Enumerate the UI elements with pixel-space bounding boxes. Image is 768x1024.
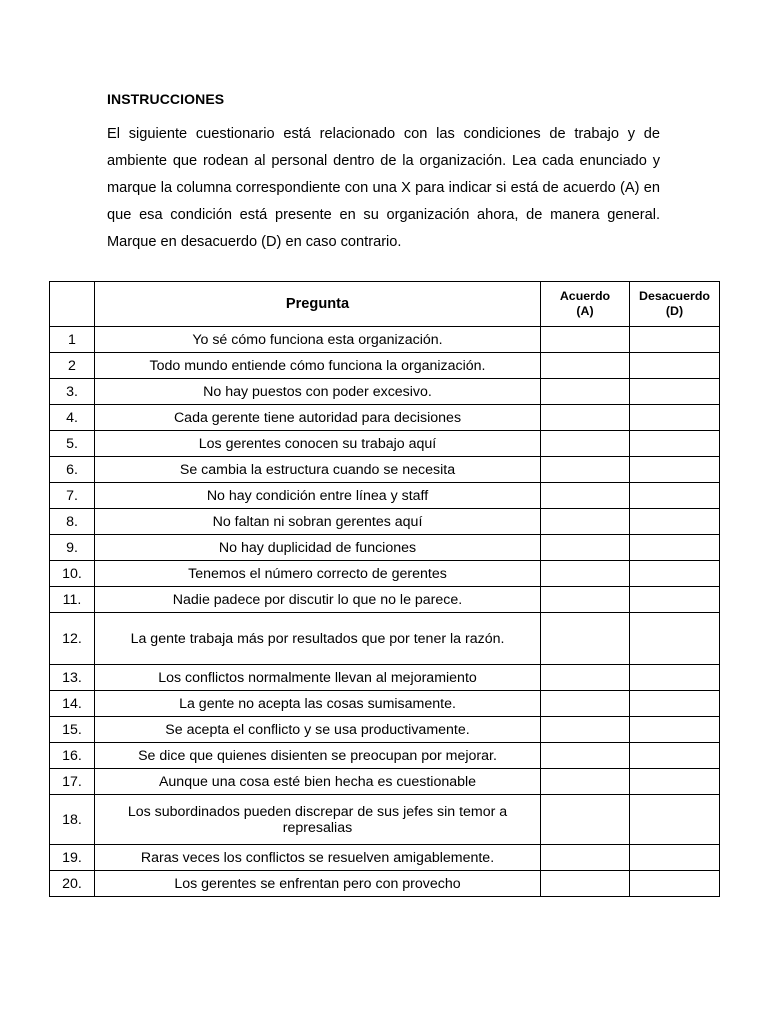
agree-answer-cell[interactable] (541, 613, 630, 665)
disagree-answer-cell[interactable] (630, 431, 720, 457)
agree-header-line2: (A) (576, 304, 594, 318)
question-text: Todo mundo entiende cómo funciona la organización. (95, 353, 541, 379)
disagree-answer-cell[interactable] (630, 613, 720, 665)
disagree-answer-cell[interactable] (630, 665, 720, 691)
question-text: Yo sé cómo funciona esta organización. (95, 327, 541, 353)
table-row (50, 743, 720, 769)
question-column-header: Pregunta (95, 282, 541, 327)
disagree-answer-cell[interactable] (630, 717, 720, 743)
table-row (50, 483, 720, 509)
question-text: Los conflictos normalmente llevan al mejoramiento (95, 665, 541, 691)
question-text: Los gerentes conocen su trabajo aquí (95, 431, 541, 457)
question-number: 4. (50, 405, 95, 431)
question-number: 6. (50, 457, 95, 483)
instructions-paragraph: El siguiente cuestionario está relacionado con las condiciones de trabajo y de ambiente que rodean al personal dentro de la organización. Lea cada enunciado y marque la columna correspondiente con una X para indicar si está de acuerdo (A) en que esa condición está presente en su organización ahora, de manera general. Marque en desacuerdo (D) en caso contrario. (107, 126, 660, 250)
question-number: 20. (50, 871, 95, 897)
question-number: 5. (50, 431, 95, 457)
question-text: Raras veces los conflictos se resuelven amigablemente. (95, 845, 541, 871)
question-number: 17. (50, 769, 95, 795)
table-row (50, 717, 720, 743)
agree-answer-cell[interactable] (541, 561, 630, 587)
agree-answer-cell[interactable] (541, 871, 630, 897)
table-row (50, 379, 720, 405)
disagree-column-header (630, 282, 720, 327)
agree-answer-cell[interactable] (541, 483, 630, 509)
agree-column-header (541, 282, 630, 327)
agree-answer-cell[interactable] (541, 691, 630, 717)
question-number: 8. (50, 509, 95, 535)
table-row (50, 613, 720, 665)
agree-answer-cell[interactable] (541, 743, 630, 769)
question-number: 16. (50, 743, 95, 769)
question-text: La gente no acepta las cosas sumisamente. (95, 691, 541, 717)
question-number: 2 (50, 353, 95, 379)
question-text: Se dice que quienes disienten se preocupan por mejorar. (95, 743, 541, 769)
agree-answer-cell[interactable] (541, 509, 630, 535)
question-text: Los gerentes se enfrentan pero con provecho (95, 871, 541, 897)
table-row (50, 561, 720, 587)
table-row (50, 405, 720, 431)
disagree-answer-cell[interactable] (630, 795, 720, 845)
question-number: 3. (50, 379, 95, 405)
disagree-answer-cell[interactable] (630, 561, 720, 587)
question-text: Nadie padece por discutir lo que no le parece. (95, 587, 541, 613)
question-text: Tenemos el número correcto de gerentes (95, 561, 541, 587)
disagree-answer-cell[interactable] (630, 509, 720, 535)
question-number: 14. (50, 691, 95, 717)
agree-answer-cell[interactable] (541, 769, 630, 795)
number-column-header (50, 282, 95, 327)
table-row (50, 509, 720, 535)
instructions-heading: INSTRUCCIONES (107, 91, 225, 107)
question-number: 11. (50, 587, 95, 613)
disagree-answer-cell[interactable] (630, 483, 720, 509)
agree-answer-cell[interactable] (541, 379, 630, 405)
question-number: 9. (50, 535, 95, 561)
table-row (50, 535, 720, 561)
table-row (50, 327, 720, 353)
disagree-answer-cell[interactable] (630, 379, 720, 405)
agree-answer-cell[interactable] (541, 795, 630, 845)
agree-answer-cell[interactable] (541, 845, 630, 871)
question-text: Cada gerente tiene autoridad para decisiones (95, 405, 541, 431)
agree-answer-cell[interactable] (541, 431, 630, 457)
agree-answer-cell[interactable] (541, 535, 630, 561)
disagree-answer-cell[interactable] (630, 457, 720, 483)
question-text: No faltan ni sobran gerentes aquí (95, 509, 541, 535)
question-text: Se cambia la estructura cuando se necesita (95, 457, 541, 483)
question-text: Se acepta el conflicto y se usa productivamente. (95, 717, 541, 743)
disagree-header-line1: Desacuerdo (639, 289, 710, 303)
question-text: No hay duplicidad de funciones (95, 535, 541, 561)
table-row (50, 431, 720, 457)
disagree-answer-cell[interactable] (630, 405, 720, 431)
agree-answer-cell[interactable] (541, 587, 630, 613)
question-number: 19. (50, 845, 95, 871)
question-number: 18. (50, 795, 95, 845)
table-row (50, 457, 720, 483)
question-number: 7. (50, 483, 95, 509)
table-row (50, 845, 720, 871)
question-number: 15. (50, 717, 95, 743)
question-text: Aunque una cosa esté bien hecha es cuestionable (95, 769, 541, 795)
agree-answer-cell[interactable] (541, 457, 630, 483)
question-text: No hay puestos con poder excesivo. (95, 379, 541, 405)
questionnaire-table (49, 281, 720, 897)
table-row (50, 691, 720, 717)
question-number: 13. (50, 665, 95, 691)
table-header-row (50, 282, 720, 327)
question-number: 1 (50, 327, 95, 353)
disagree-answer-cell[interactable] (630, 691, 720, 717)
question-number: 10. (50, 561, 95, 587)
disagree-answer-cell[interactable] (630, 587, 720, 613)
agree-answer-cell[interactable] (541, 353, 630, 379)
table-row (50, 871, 720, 897)
table-row (50, 769, 720, 795)
disagree-answer-cell[interactable] (630, 327, 720, 353)
disagree-answer-cell[interactable] (630, 871, 720, 897)
disagree-answer-cell[interactable] (630, 535, 720, 561)
agree-answer-cell[interactable] (541, 327, 630, 353)
table-row (50, 353, 720, 379)
agree-header-line1: Acuerdo (559, 289, 611, 303)
question-text: La gente trabaja más por resultados que por tener la razón. (95, 613, 541, 665)
disagree-answer-cell[interactable] (630, 769, 720, 795)
question-text: Los subordinados pueden discrepar de sus jefes sin temor a represalias (95, 795, 541, 845)
question-text: No hay condición entre línea y staff (95, 483, 541, 509)
table-row (50, 665, 720, 691)
disagree-header-line2: (D) (665, 304, 684, 318)
disagree-answer-cell[interactable] (630, 743, 720, 769)
agree-answer-cell[interactable] (541, 665, 630, 691)
questionnaire-rows (50, 327, 720, 897)
question-number: 12. (50, 613, 95, 665)
table-row (50, 587, 720, 613)
agree-answer-cell[interactable] (541, 717, 630, 743)
disagree-answer-cell[interactable] (630, 845, 720, 871)
table-row (50, 795, 720, 845)
disagree-answer-cell[interactable] (630, 353, 720, 379)
agree-answer-cell[interactable] (541, 405, 630, 431)
